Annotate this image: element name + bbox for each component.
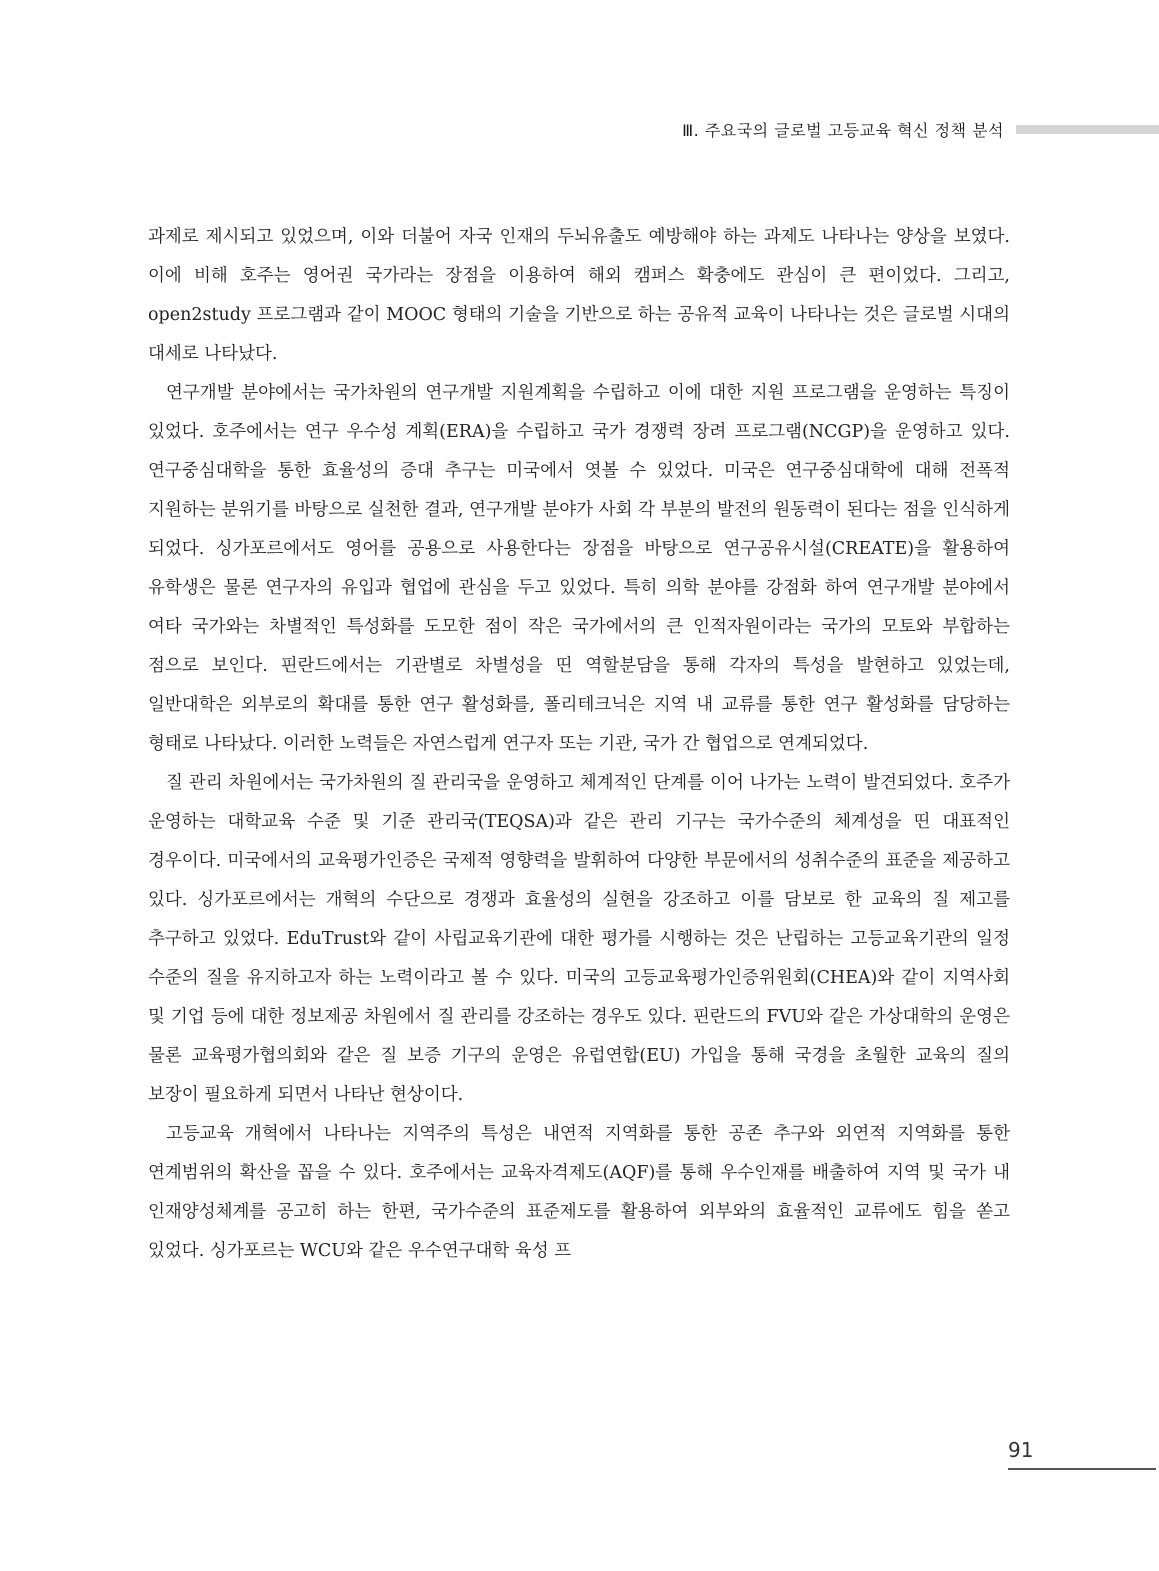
footer-rule	[1008, 1468, 1156, 1470]
paragraph-3: 질 관리 차원에서는 국가차원의 질 관리국을 운영하고 체계적인 단계를 이어 나가는 노력이 발견되었다. 호주가 운영하는 대학교육 수준 및 기준 관리국(TEQSA)과 같은 관리 기구는 국가수준의 체계성을 띤 대표적인 경우이다. 미국에서의 교육평가인증은 국제적 영향력을 발휘하여 다양한 부문에서의 성취수준의 표준을 제공하고 있다. 싱가포르에서는 개혁의 수단으로 경쟁과 효율성의 실현을 강조하고 이를 담보로 한 교육의 질 제고를 추구하고 있었다. EduTrust와 같이 사립교육기관에 대한 평가를 시행하는 것은 난립하는 고등교육기관의 일정 수준의 질을 유지하고자 하는 노력이라고 볼 수 있다. 미국의 고등교육평가인증위원회(CHEA)와 같이 지역사회 및 기업 등에 대한 정보제공 차원에서 질 관리를 강조하는 경우도 있다. 핀란드의 FVU와 같은 가상대학의 운영은 물론 교육평가협의회와 같은 질 보증 기구의 운영은 유럽연합(EU) 가입을 통해 국경을 초월한 교육의 질의 보장이 필요하게 되면서 나타난 현상이다.	[148, 773, 1010, 1105]
header-decorative-bar	[1016, 125, 1159, 134]
paragraph-1: 과제로 제시되고 있었으며, 이와 더불어 자국 인재의 두뇌유출도 예방해야 하는 과제도 나타나는 양상을 보였다. 이에 비해 호주는 영어권 국가라는 장점을 이용하여 해외 캠퍼스 확충에도 관심이 큰 편이었다. 그리고, open2study 프로그램과 같이 MOOC 형태의 기술을 기반으로 하는 공유적 교육이 나타나는 것은 글로벌 시대의 대세로 나타났다.	[148, 227, 1010, 364]
body-text	[148, 218, 1010, 1271]
running-header	[600, 116, 1159, 142]
chapter-title: Ⅲ. 주요국의 글로벌 고등교육 혁신 정책 분석	[682, 120, 1004, 140]
paragraph-4: 고등교육 개혁에서 나타나는 지역주의 특성은 내연적 지역화를 통한 공존 추구와 외연적 지역화를 통한 연계범위의 확산을 꼽을 수 있다. 호주에서는 교육자격제도(AQF)를 통해 우수인재를 배출하여 지역 및 국가 내 인재양성체계를 공고히 하는 한편, 국가수준의 표준제도를 활용하여 외부와의 효율적인 교류에도 힘을 쏟고 있었다. 싱가포르는 WCU와 같은 우수연구대학 육성 프	[148, 1124, 1010, 1261]
paragraph-2: 연구개발 분야에서는 국가차원의 연구개발 지원계획을 수립하고 이에 대한 지원 프로그램을 운영하는 특징이 있었다. 호주에서는 연구 우수성 계획(ERA)을 수립하고 국가 경쟁력 장려 프로그램(NCGP)을 운영하고 있다. 연구중심대학을 통한 효율성의 증대 추구는 미국에서 엿볼 수 있었다. 미국은 연구중심대학에 대해 전폭적 지원하는 분위기를 바탕으로 실천한 결과, 연구개발 분야가 사회 각 부분의 발전의 원동력이 된다는 점을 인식하게 되었다. 싱가포르에서도 영어를 공용으로 사용한다는 장점을 바탕으로 연구공유시설(CREATE)을 활용하여 유학생은 물론 연구자의 유입과 협업에 관심을 두고 있었다. 특히 의학 분야를 강점화 하여 연구개발 분야에서 여타 국가와는 차별적인 특성화를 도모한 점이 작은 국가에서의 큰 인적자원이라는 국가의 모토와 부합하는 점으로 보인다. 핀란드에서는 기관별로 차별성을 띤 역할분담을 통해 각자의 특성을 발현하고 있었는데, 일반대학은 외부로의 확대를 통한 연구 활성화를, 폴리테크닉은 지역 내 교류를 통한 연구 활성화를 담당하는 형태로 나타났다. 이러한 노력들은 자연스럽게 연구자 또는 기관, 국가 간 협업으로 연계되었다.	[148, 383, 1010, 754]
page-number: 91	[1008, 1438, 1034, 1462]
